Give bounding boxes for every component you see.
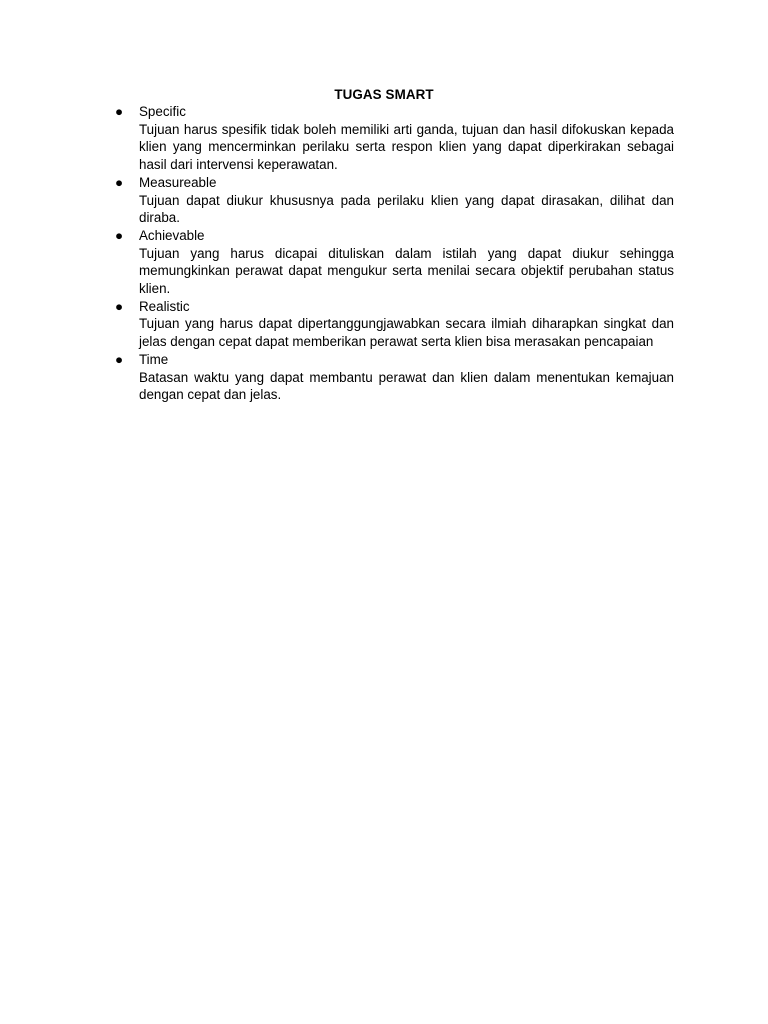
bullet-icon: ● [114, 298, 124, 314]
item-description: Tujuan harus spesifik tidak boleh memiliki arti ganda, tujuan dan hasil difokuskan kepada klien yang mencerminkan perilaku serta respon klien yang dapat diperkirakan sebagai hasil dari intervensi keperawatan. [139, 121, 674, 173]
item-label: Realistic [139, 298, 190, 314]
item-description: Tujuan dapat diukur khususnya pada perilaku klien yang dapat dirasakan, dilihat dan diraba. [139, 192, 674, 226]
bullet-icon: ● [114, 174, 124, 190]
smart-criteria-list [112, 103, 674, 404]
list-item-measureable [112, 174, 674, 227]
item-description: Tujuan yang harus dapat dipertanggungjawabkan secara ilmiah diharapkan singkat dan jelas dengan cepat dapat memberikan perawat serta klien bisa merasakan pencapaian [139, 316, 674, 350]
bullet-icon: ● [114, 104, 124, 119]
bullet-icon: ● [114, 227, 124, 243]
item-label: Time [139, 351, 169, 367]
item-label: Measureable [139, 174, 217, 190]
item-description: Tujuan yang harus dicapai dituliskan dalam istilah yang dapat diukur sehingga memungkinkan perawat dapat mengukur serta menilai secara objektif perubahan status klien. [139, 245, 674, 297]
list-item-realistic [112, 298, 674, 351]
bullet-icon: ● [114, 351, 124, 367]
item-label: Achievable [139, 227, 205, 243]
list-item-achievable [112, 227, 674, 298]
document-title: TUGAS SMART [334, 87, 434, 102]
list-item-specific [112, 103, 674, 174]
item-description: Batasan waktu yang dapat membantu perawat dan klien dalam menentukan kemajuan dengan cepat dan jelas. [139, 369, 674, 403]
list-item-time [112, 351, 674, 404]
item-label: Specific [139, 104, 186, 119]
